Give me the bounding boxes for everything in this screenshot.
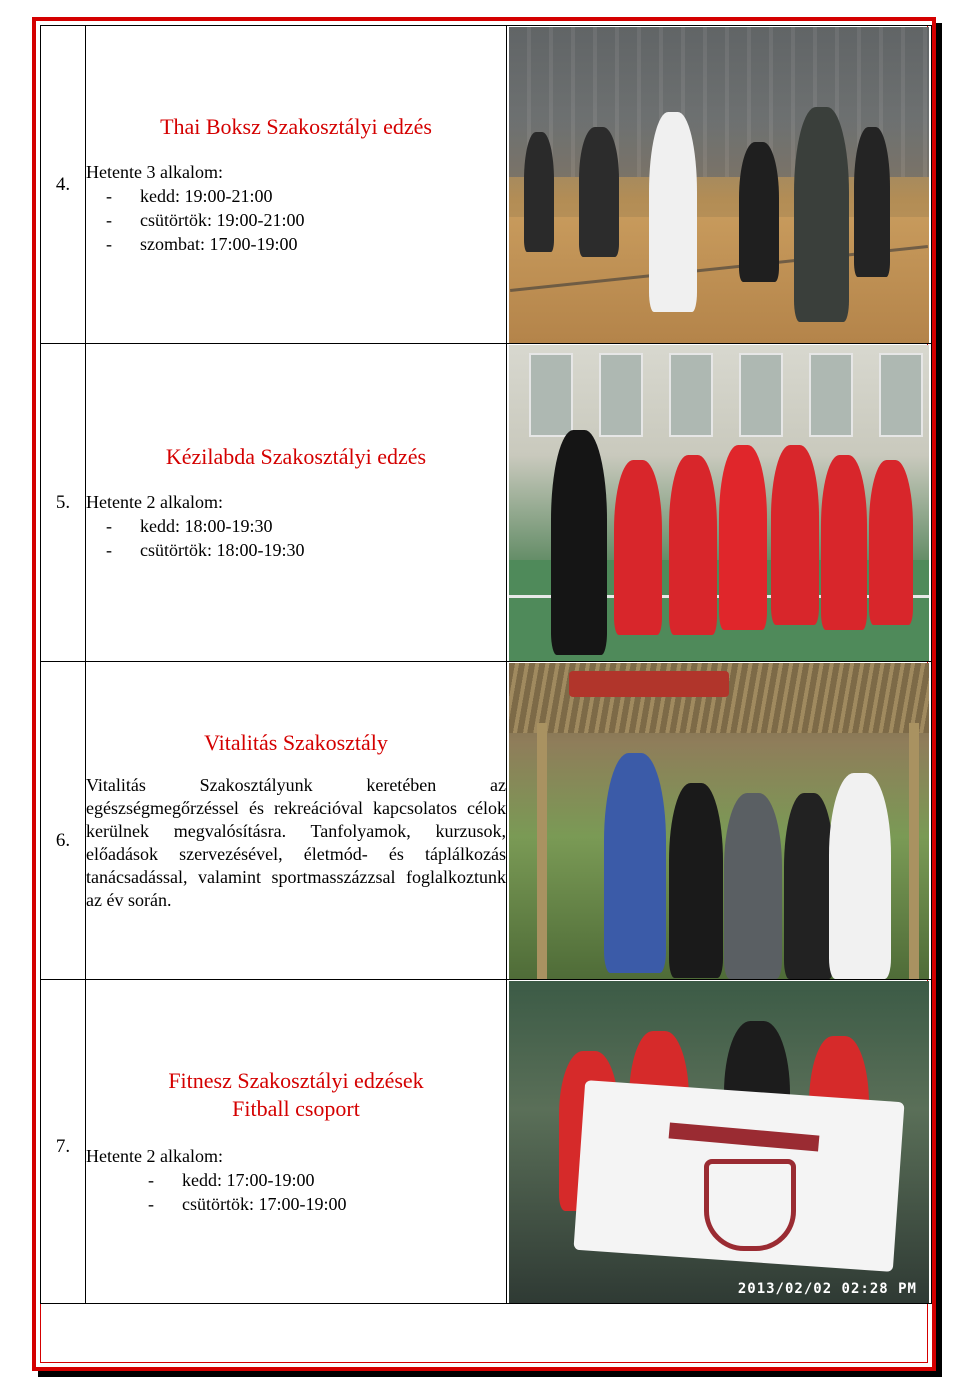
dash: -: [148, 1170, 154, 1190]
frequency-text: Hetente 3 alkalom:: [86, 162, 223, 183]
section-subtitle: Fitball csoport: [232, 1095, 360, 1121]
time-list: [86, 184, 506, 256]
dash: -: [106, 234, 112, 255]
photo-figure: [604, 753, 666, 973]
list-item: [148, 1192, 506, 1216]
frequency-text: Hetente 2 alkalom:: [86, 1146, 223, 1166]
list-item: [106, 514, 506, 538]
photo-date-stamp: 2013/02/02 02:28 PM: [737, 1280, 917, 1297]
row-number: 5.: [41, 344, 86, 662]
photo-sign: [569, 671, 729, 697]
photo-cell: [507, 662, 932, 980]
row-number: 4.: [41, 26, 86, 344]
photo-figure: [784, 793, 834, 979]
schedule-table: [40, 25, 932, 1304]
photo-window: [669, 353, 713, 437]
row-number: 7.: [41, 980, 86, 1304]
time-entry: kedd: 18:00-19:30: [140, 516, 273, 537]
photo-figure: [524, 132, 554, 252]
section-title-line: Fitnesz Szakosztályi edzések: [168, 1068, 424, 1093]
section-content: [86, 344, 507, 662]
photo-figure: [719, 445, 767, 630]
photo-window: [809, 353, 853, 437]
photo-cell: [507, 344, 932, 662]
photo-figure: [739, 142, 779, 282]
list-item: [106, 208, 506, 232]
photo-figure: [579, 127, 619, 257]
table-row: [41, 662, 932, 980]
photo-cell: [507, 26, 932, 344]
dash: -: [106, 516, 112, 537]
photo-window: [739, 353, 783, 437]
list-item: [106, 232, 506, 256]
list-item: [106, 538, 506, 562]
section-content: [86, 26, 507, 344]
photo-figure: [821, 455, 867, 630]
photo-figure: [829, 773, 891, 979]
time-entry: kedd: 19:00-21:00: [140, 186, 273, 207]
photo-post: [909, 723, 919, 979]
time-entry: csütörtök: 17:00-19:00: [182, 1194, 347, 1214]
dash: -: [148, 1194, 154, 1214]
section-content: [86, 662, 507, 980]
time-list: [86, 514, 506, 562]
section-content: [86, 980, 507, 1304]
section-title: [86, 1067, 506, 1122]
row-number: 6.: [41, 662, 86, 980]
frequency-text: Hetente 2 alkalom:: [86, 492, 223, 513]
photo-figure: [854, 127, 890, 277]
photo-cell: [507, 980, 932, 1304]
table-row: [41, 26, 932, 344]
time-list: [86, 1168, 506, 1216]
section-paragraph: Vitalitás Szakosztályunk keretében az egészségmegőrzéssel és rekreációval kapcsolatos célok kerülnek megvalósításra. Tanfolyamok, kurzusok, előadások szervezésével, életmód- és táplálkozás tanácsadással, valamint sportmasszázzsal foglalkoztunk az év során.: [86, 775, 506, 911]
photo-window: [529, 353, 573, 437]
table-row: [41, 980, 932, 1304]
section-title: Kézilabda Szakosztályi edzés: [165, 443, 427, 469]
table-row: [41, 344, 932, 662]
dash: -: [106, 210, 112, 231]
photo-figure: [669, 455, 717, 635]
section-title: Vitalitás Szakosztály: [204, 729, 388, 755]
photo-figure: [649, 112, 697, 312]
dash: -: [106, 540, 112, 561]
photo-post: [537, 723, 547, 979]
time-entry: csütörtök: 19:00-21:00: [140, 210, 305, 231]
section-title: Thai Boksz Szakosztályi edzés: [160, 113, 432, 139]
list-item: [148, 1168, 506, 1192]
photo-figure: [614, 460, 662, 635]
thai-boxing-photo: [509, 27, 929, 343]
photo-figure: [794, 107, 849, 322]
time-entry: szombat: 17:00-19:00: [140, 234, 298, 255]
photo-window: [879, 353, 923, 437]
photo-figure: [724, 793, 782, 979]
photo-figure: [551, 430, 607, 655]
list-item: [106, 184, 506, 208]
photo-window: [599, 353, 643, 437]
fitness-group-photo: [509, 981, 929, 1303]
photo-figure: [771, 445, 819, 625]
vitality-group-photo: [509, 663, 929, 979]
time-entry: csütörtök: 18:00-19:30: [140, 540, 305, 561]
handball-team-photo: [509, 345, 929, 661]
club-logo-icon: [704, 1159, 796, 1251]
dash: -: [106, 186, 112, 207]
photo-figure: [669, 783, 723, 978]
photo-figure: [869, 460, 913, 625]
time-entry: kedd: 17:00-19:00: [182, 1170, 315, 1190]
